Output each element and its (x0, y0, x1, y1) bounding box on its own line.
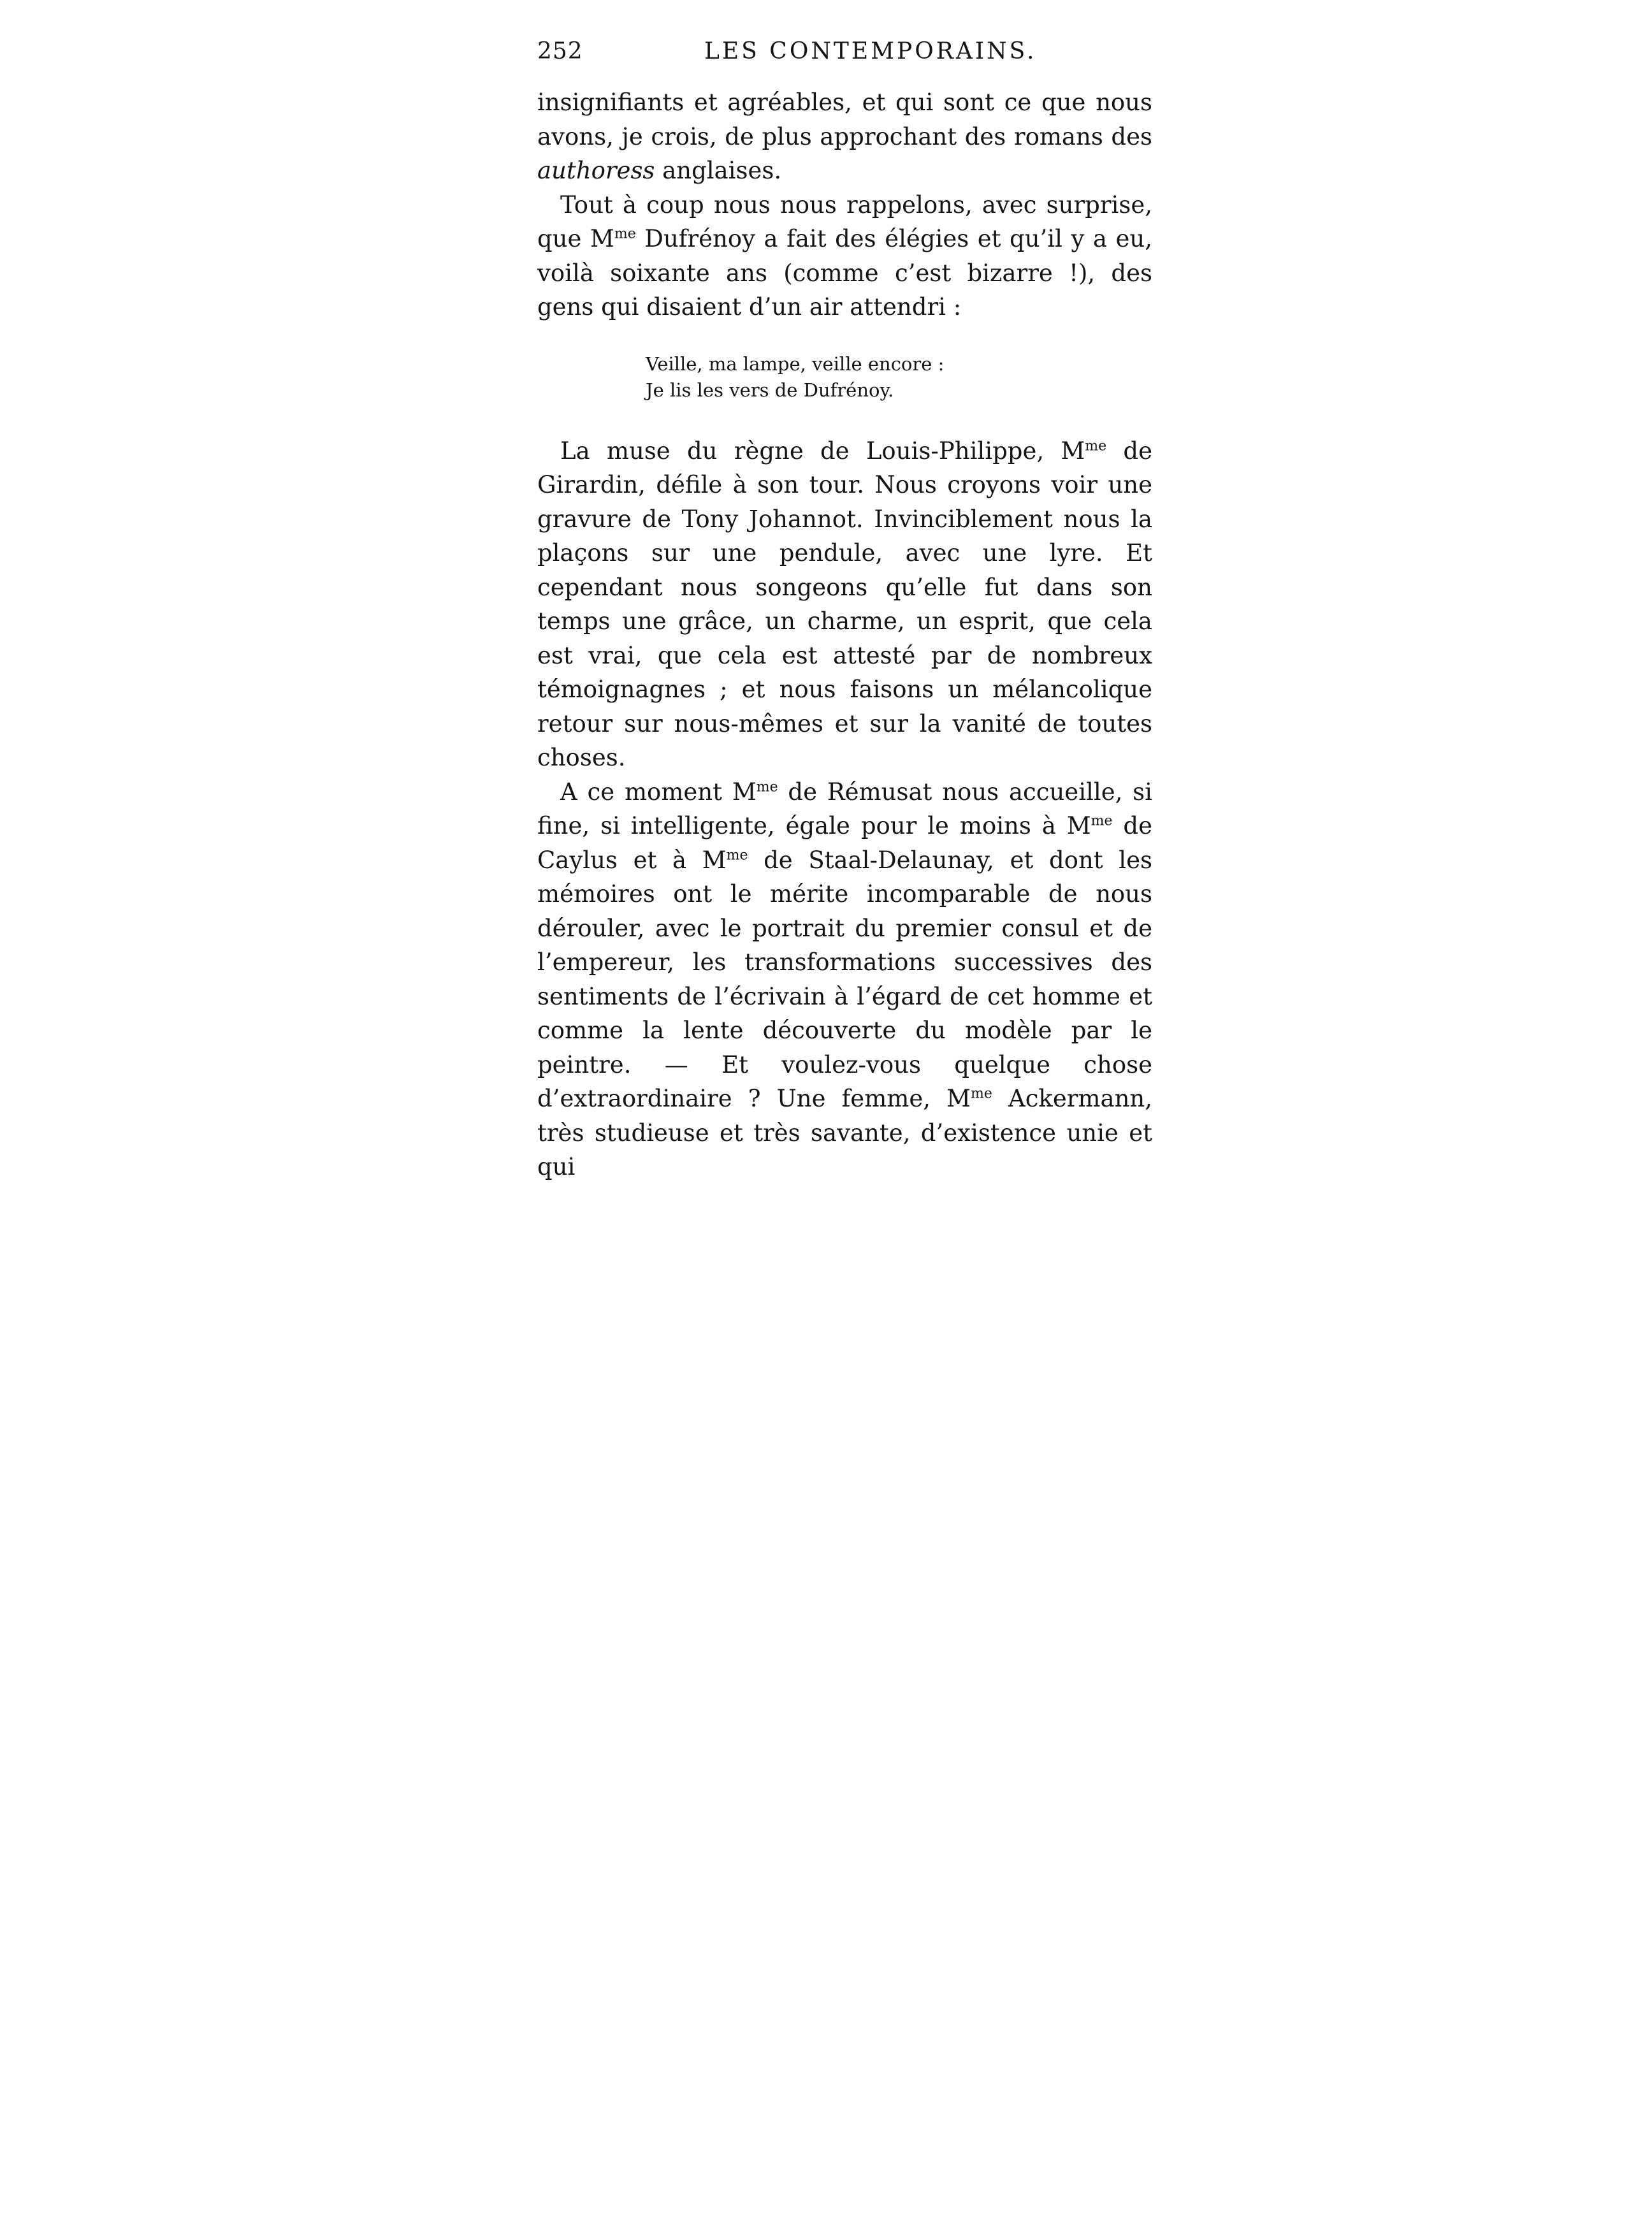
paragraph-1-italic: authoress (537, 157, 655, 184)
verse-line-2: Je lis les vers de Dufrénoy. (646, 379, 894, 401)
book-page (537, 0, 1152, 2236)
paragraph-3-text-b: de Girardin, défile à son tour. Nous croyons voir une gravure de Tony Johannot. Invinciblement nous la plaçons sur une pendule, avec une lyre. Et cependant nous songeons qu’elle fut dans son temps une grâce, un charme, un esprit, que cela est vrai, que cela est attesté par de nombreux témoignagnes ; et nous faisons un mélancolique retour sur nous-mêmes et sur la vanité de toutes choses. (537, 437, 1153, 771)
paragraph-3-superscript: me (1085, 438, 1107, 454)
paragraph-1-text-a: insignifiants et agréables, et qui sont ce que nous avons, je crois, de plus approchant des romans des (537, 89, 1152, 150)
paragraph-2 (537, 188, 1152, 324)
paragraph-2-text-a: Tout à coup nous nous rappelons, avec surprise, que M (537, 191, 1152, 252)
running-title: LES CONTEMPORAINS. (704, 38, 1037, 64)
verse-quote (646, 351, 1152, 403)
paragraph-3-text-a: La muse du règne de Louis-Philippe, M (560, 437, 1085, 465)
paragraph-4-superscript-a: me (756, 779, 778, 795)
paragraph-4-text-d: de Staal-Delaunay, et dont les mémoires ont le mérite incomparable de nous dérouler, avec le portrait du premier consul et de l’empereur, les transformations successives des sentiments de l’écrivain à l’égard de cet homme et comme la lente découverte du modèle par le peintre. — Et voulez-vous quelque chose d’extraordinaire ? Une femme, M (537, 846, 1153, 1112)
paragraph-4-superscript-d: me (971, 1085, 992, 1102)
paragraph-3 (537, 434, 1152, 775)
paragraph-4-superscript-b: me (1090, 813, 1113, 829)
running-head (537, 38, 1152, 76)
paragraph-2-text-b: Dufrénoy a fait des élégies et qu’il y a eu, voilà soixante ans (comme c’est bizarre !), des gens qui disaient d’un air attendri : (537, 225, 1152, 321)
body-text (537, 85, 1152, 1184)
page-number: 252 (537, 38, 583, 64)
paragraph-1-text-b: anglaises. (655, 157, 782, 184)
paragraph-4-superscript-c: me (726, 847, 748, 864)
paragraph-1 (537, 85, 1152, 188)
paragraph-4-text-a: A ce moment M (560, 778, 757, 806)
paragraph-4-text-e: Ackermann, très studieuse et très savante, d’existence unie et qui (537, 1085, 1152, 1180)
paragraph-4-text-b: de Rémusat nous accueille, si fine, si intelligente, égale pour le moins à M (537, 778, 1152, 839)
paragraph-4 (537, 775, 1152, 1184)
paragraph-4-text-c: de Caylus et à M (537, 812, 1153, 874)
verse-line-1: Veille, ma lampe, veille encore : (646, 352, 945, 375)
paragraph-2-superscript: me (614, 226, 636, 242)
